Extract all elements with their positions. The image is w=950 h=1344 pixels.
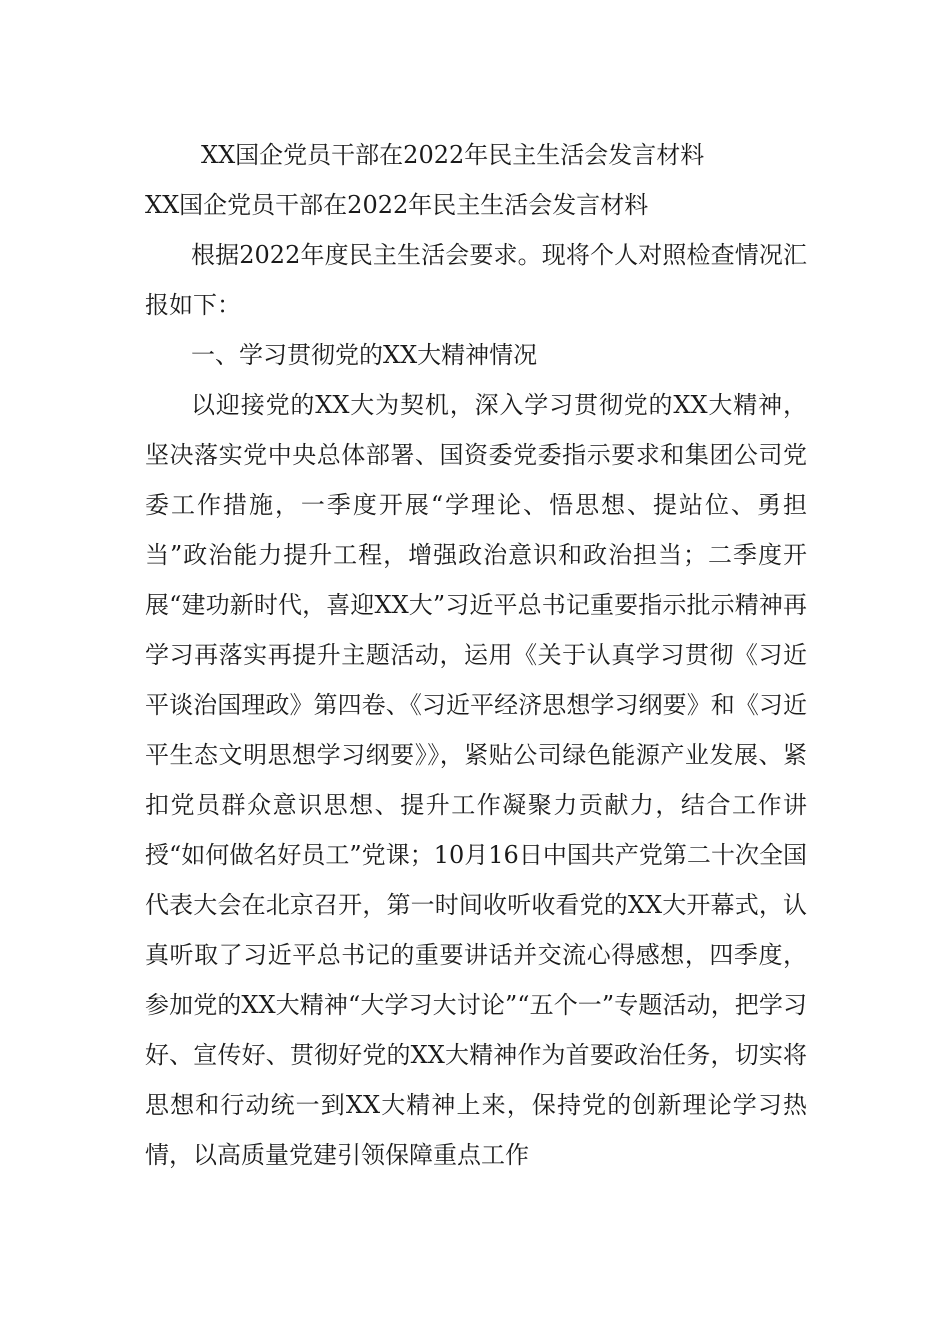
section-paragraph: 以迎接党的XX大为契机，深入学习贯彻党的XX大精神，坚决落实党中央总体部署、国资委党委指示要求和集团公司党委工作措施，一季度开展“学理论、悟思想、提站位、勇担当”政治能力提升工程，增强政治意识和政治担当；二季度开展“建功新时代，喜迎XX大”习近平总书记重要指示批示精神再学习再落实再提升主题活动，运用《关于认真学习贯彻《习近平谈治国理政》第四卷、《习近平经济思想学习纲要》和《习近平生态文明思想学习纲要》》，紧贴公司绿色能源产业发展、紧扣党员群众意识思想、提升工作凝聚力贡献力，结合工作讲授“如何做名好员工”党课；10月16日中国共产党第二十次全国代表大会在北京召开，第一时间收听收看党的XX大开幕式，认真听取了习近平总书记的重要讲话并交流心得感想，四季度，参加党的XX大精神“大学习大讨论”“五个一”专题活动，把学习好、宣传好、贯彻好党的XX大精神作为首要政治任务，切实将思想和行动统一到XX大精神上来，保持党的创新理论学习热情，以高质量党建引领保障重点工作 (145, 391, 807, 1169)
document-subtitle: XX国企党员干部在2022年民主生活会发言材料 (145, 191, 649, 219)
intro-paragraph: 根据2022年度民主生活会要求。现将个人对照检查情况汇报如下： (145, 241, 807, 319)
document-title: XX国企党员干部在2022年民主生活会发言材料 (201, 141, 705, 169)
section-heading: 一、学习贯彻党的XX大精神情况 (191, 341, 538, 369)
document-body (145, 130, 807, 1180)
